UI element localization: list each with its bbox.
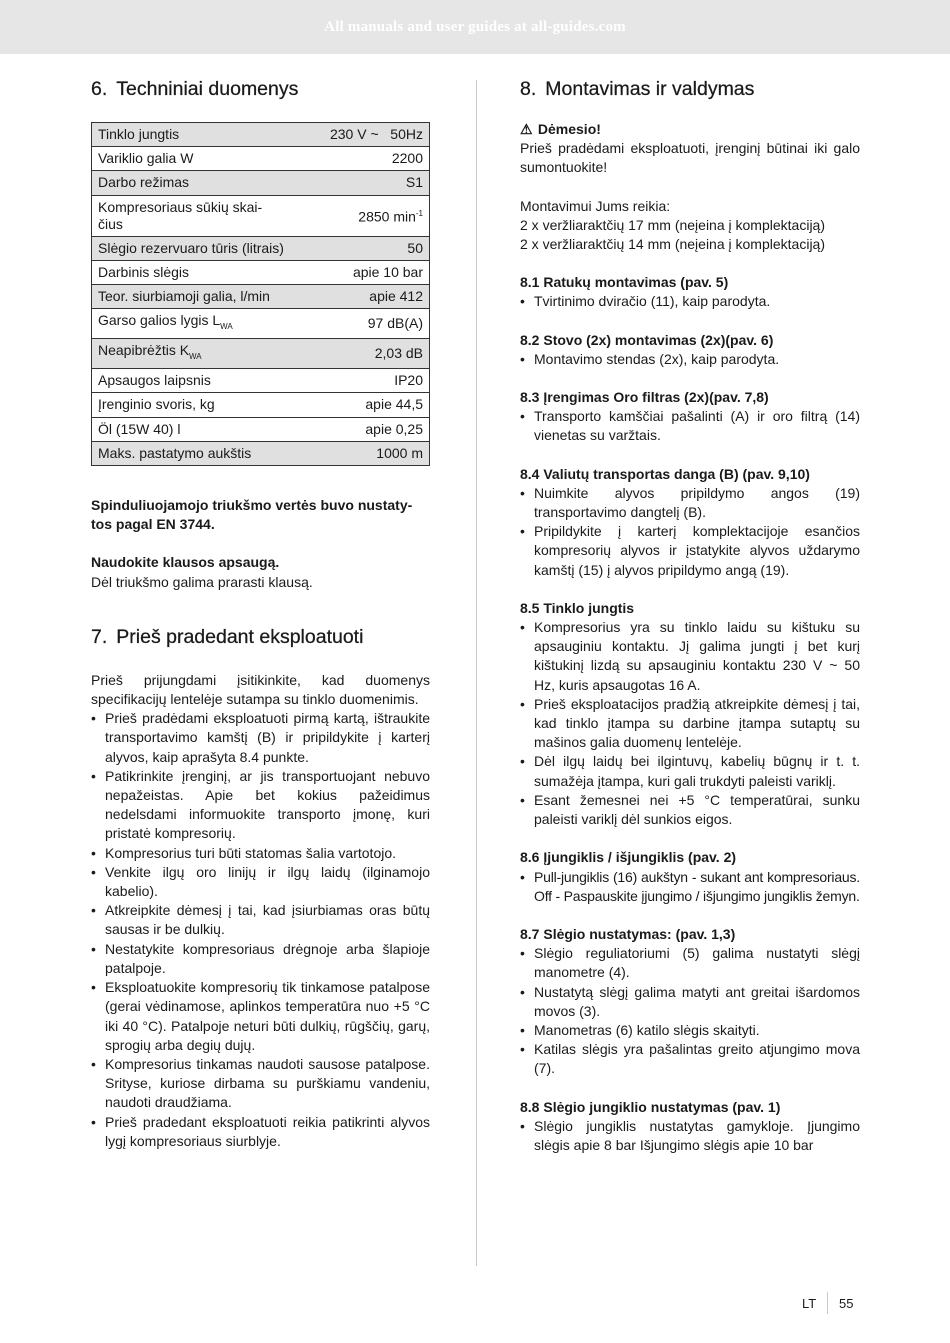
spec-row: Garso galios lygis $L_{WA}$ 97 dB(A): [92, 309, 430, 339]
section-7-intro: Prieš prijungdami įsitikinkite, kad duomenys specifikacijų lentelėje sutampa su tinklo duomenimis.: [91, 671, 430, 708]
list-item: • Slėgio jungiklis nustatytas gamykloje. Įjungimo slėgis apie 8 bar Išjungimo slėgis apie 10 bar: [520, 1117, 860, 1155]
site-banner: All manuals and user guides at all-guides.com: [0, 0, 950, 54]
list-item: • Atkreipkite dėmesį į tai, kad įsiurbiamas oras būtų sausas ir be dulkių.: [91, 901, 430, 939]
subsection-8-3-list: [520, 407, 860, 445]
spec-table: [91, 122, 430, 466]
spec-row: Įrenginio svoris, kg apie 44,5: [92, 393, 430, 417]
list-item: • Tvirtinimo dviračio (11), kaip parodyta.: [520, 292, 860, 311]
list-item: • Prieš eksploatacijos pradžią atkreipkite dėmesį į tai, kad tinklo įtampa su darbine įtampa sutaptų su mašinos galia duomenų lentelėje.: [520, 695, 860, 753]
right-column: [520, 76, 860, 1155]
list-item: • Nestatykite kompresoriaus drėgnoje arba šlapioje patalpoje.: [91, 940, 430, 978]
section-6-heading: 6. Techniniai duomenys: [91, 78, 299, 100]
warning-icon: ⚠: [520, 121, 533, 137]
subsection-8-2-list: [520, 350, 860, 369]
spec-row: Kompresoriaus sūkių skai- čius 2850 $\min^{-1}$: [92, 195, 430, 236]
spec-row: Öl (15W 40) l apie 0,25: [92, 417, 430, 441]
list-item: • Transporto kamščiai pašalinti (A) ir oro filtrą (14) vienetas su varžtais.: [520, 407, 860, 445]
section-7-list: [91, 709, 430, 1151]
noise-note: Spinduliuojamojo triukšmo vertės buvo nustaty- tos pagal EN 3744.: [91, 497, 413, 533]
spec-row: Darbo režimas S1: [92, 171, 430, 195]
page-number: 55: [839, 1296, 854, 1311]
list-item: • Kompresorius tinkamas naudoti sausose patalpose. Srityse, kuriose dirbama su purškiamu vandeniu, naudoti draudžiama.: [91, 1055, 430, 1113]
list-item: • Slėgio reguliatoriumi (5) galima nustatyti slėgį manometre (4).: [520, 944, 860, 982]
list-item: • Dėl ilgų laidų bei ilgintuvų, kabelių būgnų ir t. t. sumažėja įtampa, kuri gali trukdyti paleisti variklį.: [520, 752, 860, 790]
subsection-8-5-title: 8.5 Tinklo jungtis: [520, 599, 635, 616]
list-item: • Manometras (6) katilo slėgis skaityti.: [520, 1021, 860, 1040]
list-item: • Prieš pradėdami eksploatuoti pirmą kartą, ištraukite transportavimo kamštį (B) ir pripildykite į karterį alyvos, kaip aprašyta 8.4 punkte.: [91, 709, 430, 767]
subsection-8-6-list: [520, 868, 860, 906]
tools-item: 2 x veržliaraktčių 14 mm (neįeina į komplektaciją): [520, 236, 825, 253]
subsection-8-7-title: 8.7 Slėgio nustatymas: (pav. 1,3): [520, 925, 736, 942]
warning-text: Prieš pradėdami eksploatuoti, įrenginį būtinai iki galo sumontuokite!: [520, 140, 860, 176]
footer-divider: [827, 1292, 828, 1314]
subsection-8-8-list: [520, 1117, 860, 1155]
language-code: LT: [802, 1296, 817, 1311]
subsection-8-3-title: 8.3 Įrengimas Oro filtras (2x)(pav. 7,8): [520, 389, 769, 406]
subsection-8-6-title: 8.6 Įjungiklis / išjungiklis (pav. 2): [520, 849, 737, 866]
list-item: • Esant žemesnei nei +5 °C temperatūrai, sunku paleisti variklį dėl sunkios eigos.: [520, 791, 860, 829]
list-item: • Kompresorius yra su tinklo laidu su kištuku su apsauginiu kontaktu. Jį galima jungti į bet kurį kištukinį lizdą su apsauginiu kontaktu 230 V ~ 50 Hz, kuris apsaugotas 16 A.: [520, 618, 860, 695]
subsection-8-8-title: 8.8 Slėgio jungiklio nustatymas (pav. 1): [520, 1098, 781, 1115]
spec-row: Neapibrėžtis $K_{WA}$ 2,03 dB: [92, 339, 430, 369]
hearing-protection-text: Dėl triukšmo galima prarasti klausą.: [91, 573, 313, 590]
subsection-8-7-list: [520, 944, 860, 1078]
spec-row: Darbinis slėgis apie 10 bar: [92, 260, 430, 284]
list-item: • Nustatytą slėgį galima matyti ant greitai išardomos movos (3).: [520, 983, 860, 1021]
list-item: • Venkite ilgų oro linijų ir ilgų laidų (ilginamojo kabelio).: [91, 863, 430, 901]
spec-row: Apsaugos laipsnis IP20: [92, 369, 430, 393]
subsection-8-5-list: [520, 618, 860, 829]
subsection-8-4-title: 8.4 Valiutų transportas danga (B) (pav. 9,10): [520, 465, 810, 482]
tools-item: 2 x veržliaraktčių 17 mm (neįeina į komplektaciją): [520, 216, 825, 233]
list-item: • Pull-jungiklis (16) aukštyn - sukant ant kompresoriaus. Off - Paspauskite įjungimo / išjungimo jungiklis žemyn.: [520, 868, 860, 906]
list-item: • Eksploatuokite kompresorių tik tinkamose patalpose (gerai vėdinamose, aplinkos temperatūra nuo +5 °C iki 40 °C). Patalpoje neturi būti dulkių, rūgščių, garų, sprogių arba degių dujų.: [91, 978, 430, 1055]
list-item: • Katilas slėgis yra pašalintas greito atjungimo mova (7).: [520, 1040, 860, 1078]
spec-row: Tinklo jungtis 230 V ~ 50Hz: [92, 123, 430, 147]
list-item: • Pripildykite į karterį komplektacijoje esančios kompresorių alyvos ir įstatykite alyvos uždarymo kamštį (15) į alyvos pripildymo angą (19).: [520, 522, 860, 580]
spec-row: Slėgio rezervuaro tūris (litrais) 50: [92, 236, 430, 260]
subsection-8-1-title: 8.1 Ratukų montavimas (pav. 5): [520, 274, 729, 291]
spec-row: Maks. pastatymo aukštis 1000 m: [92, 441, 430, 465]
subsection-8-1-list: [520, 292, 860, 311]
left-column: [91, 76, 430, 1151]
list-item: • Kompresorius turi būti statomas šalia vartotojo.: [91, 844, 430, 863]
list-item: • Prieš pradedant eksploatuoti reikia patikrinti alyvos lygį kompresoriaus siurblyje.: [91, 1113, 430, 1151]
warning-heading: ⚠ Dėmesio!: [520, 120, 860, 139]
spec-row: Variklio galia W 2200: [92, 147, 430, 171]
column-divider: [476, 80, 477, 1266]
subsection-8-4-list: [520, 484, 860, 580]
spec-row: Teor. siurbiamoji galia, l/min apie 412: [92, 285, 430, 309]
section-7-heading: 7. Prieš pradedant eksploatuoti: [91, 625, 364, 648]
subsection-8-2-title: 8.2 Stovo (2x) montavimas (2x)(pav. 6): [520, 331, 774, 348]
tools-heading: Montavimui Jums reikia:: [520, 197, 671, 214]
list-item: • Nuimkite alyvos pripildymo angos (19) transportavimo dangtelį (B).: [520, 484, 860, 522]
list-item: • Patikrinkite įrenginį, ar jis transportuojant nebuvo nepažeistas. Apie bet kokius pažeidimus nedelsdami informuokite transporto įmonę, kuri pristatė kompresorių.: [91, 767, 430, 844]
hearing-protection-heading: Naudokite klausos apsaugą.: [91, 554, 280, 571]
list-item: • Montavimo stendas (2x), kaip parodyta.: [520, 350, 860, 369]
section-8-heading: 8. Montavimas ir valdymas: [520, 78, 755, 100]
